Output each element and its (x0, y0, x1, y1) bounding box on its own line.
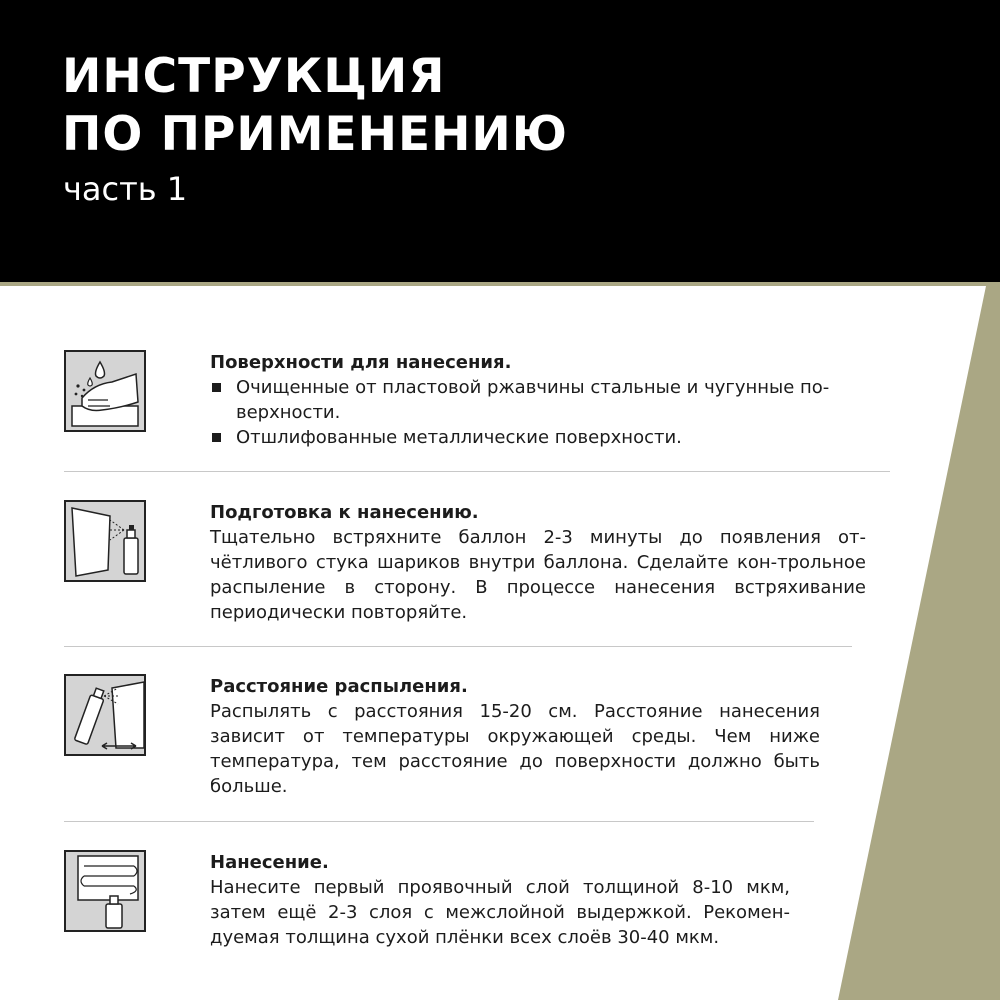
section-preparation (64, 500, 894, 623)
section-heading: Поверхности для нанесения. (210, 352, 512, 373)
list-item: Отшлифованные металлические поверхности. (210, 425, 870, 450)
section-text (210, 674, 820, 799)
bullet-list (210, 375, 870, 450)
section-application (64, 850, 894, 960)
divider (64, 646, 852, 647)
spray-test-icon (64, 500, 146, 582)
page-subtitle: часть 1 (63, 170, 188, 208)
title-line-1: ИНСТРУКЦИЯ (62, 49, 446, 104)
section-heading: Нанесение. (210, 852, 329, 873)
section-body: Распылять с расстояния 15-20 см. Расстояние нанесения зависит от температуры окружающей среды. Чем ниже температура, тем расстояние до поверхности должно быть больше. (210, 701, 820, 797)
spray-distance-icon (64, 674, 146, 756)
section-text (210, 500, 866, 625)
section-heading: Подготовка к нанесению. (210, 502, 479, 523)
section-text (210, 350, 870, 450)
section-body: Тщательно встряхните баллон 2-3 минуты до появления от-чётливого стука шариков внутри баллона. Сделайте кон-трольное распыление в сторону. В процессе нанесения встряхивание периодически повторяйте. (210, 527, 866, 623)
list-item: Очищенные от пластовой ржавчины стальные и чугунные по-верхности. (210, 375, 870, 425)
title-line-2: ПО ПРИМЕНЕНИЮ (62, 107, 568, 162)
divider (64, 821, 814, 822)
section-surfaces (64, 350, 894, 448)
section-distance (64, 674, 894, 797)
hand-washing-icon (64, 350, 146, 432)
section-text (210, 850, 790, 950)
section-body: Нанесите первый проявочный слой толщиной 8-10 мкм, затем ещё 2-3 слоя с межслойной выдержкой. Рекомен-дуемая толщина сухой плёнки всех слоёв 30-40 мкм. (210, 877, 790, 948)
header-banner (0, 0, 1000, 282)
spray-layers-icon (64, 850, 146, 932)
page-title (62, 48, 568, 164)
divider (64, 471, 890, 472)
section-heading: Расстояние распыления. (210, 676, 468, 697)
